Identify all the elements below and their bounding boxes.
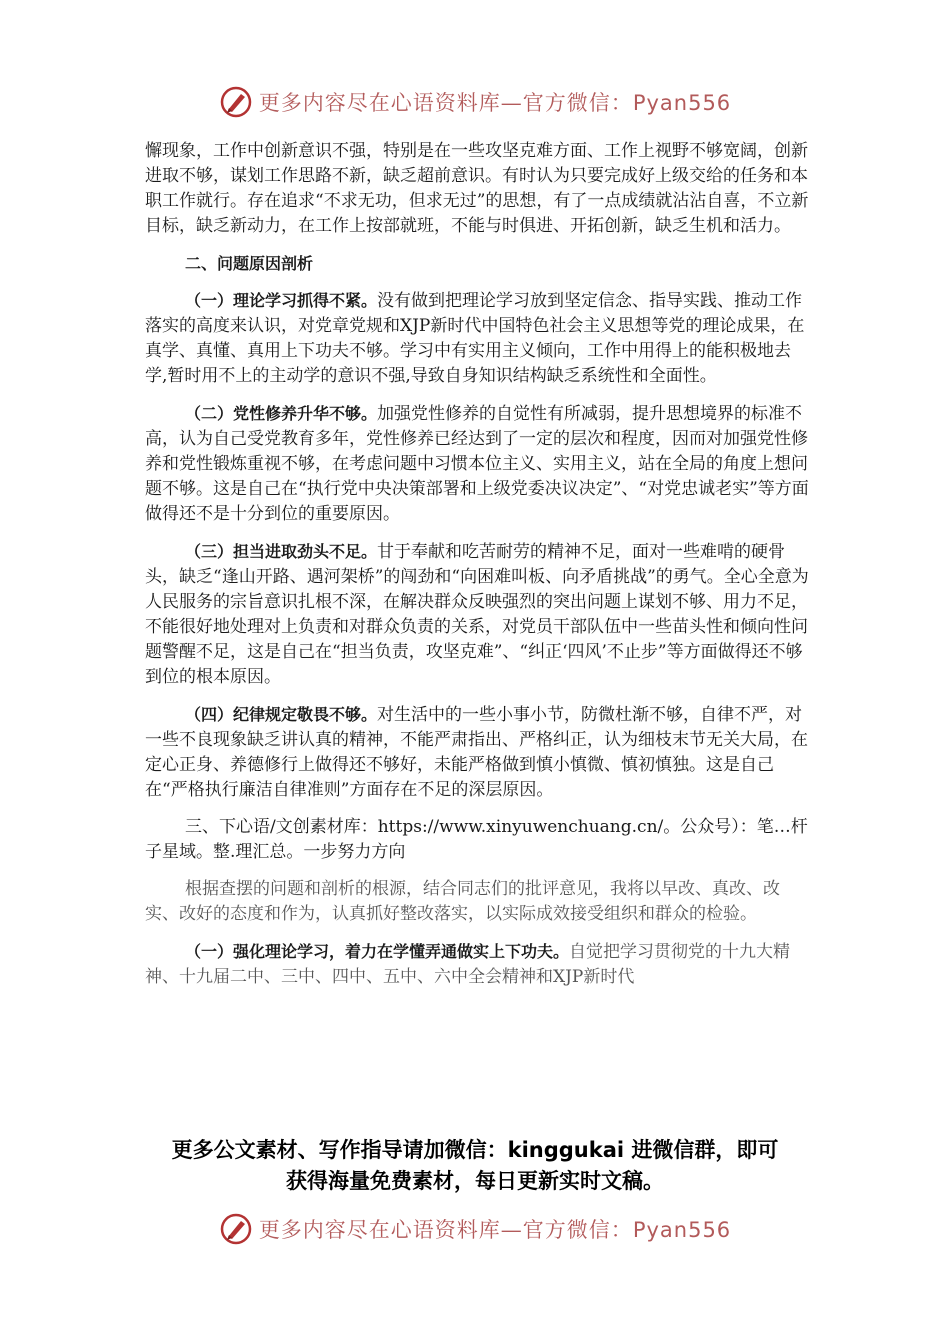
section-4: [145, 702, 813, 803]
heading-cause-analysis: 二、问题原因剖析: [185, 254, 314, 273]
document-body: [145, 139, 813, 990]
target-1: [145, 939, 813, 990]
paragraph-intro: 懈现象，工作中创新意识不强，特别是在一些攻坚克难方面、工作上视野不够宽阔，创新进取不够，谋划工作思路不新，缺乏超前意识。有时认为只要完成好上级交给的任务和本职工作就行。存在追求“不求无功，但求无过”的思想，有了一点成绩就沾沾自喜，不立新目标，缺乏新动力，在工作上按部就班，不能与时俱进、开拓创新，缺乏生机和活力。: [145, 141, 809, 236]
promo-line-1: 更多公文素材、写作指导请加微信：kinggukai 进微信群，即可: [171, 1138, 779, 1162]
banner-text: 更多内容尽在心语资料库—官方微信：Pyan556: [258, 91, 732, 115]
pen-logo-icon: [219, 85, 253, 119]
target-1-body: 自觉把学习贯彻党的十九大精神、十九届二中、三中、四中、五中、六中全会精神和XJP新时代: [145, 942, 791, 987]
paragraph-reform: 根据查摆的问题和剖析的根源，结合同志们的批评意见，我将以早改、真改、改实、改好的态度和作为，认真抓好整改落实，以实际成效接受组织和群众的检验。: [145, 879, 780, 924]
promo-line-2: 获得海量免费素材，每日更新实时文稿。: [286, 1169, 664, 1193]
banner-text: 更多内容尽在心语资料库—官方微信：Pyan556: [258, 1218, 732, 1242]
section-2: [145, 401, 813, 527]
header-banner: [0, 80, 950, 124]
section-3-body: 甘于奉献和吃苦耐劳的精神不足，面对一些难啃的硬骨头，缺乏“逢山开路、遇河架桥”的闯劲和“向困难叫板、向矛盾挑战”的勇气。全心全意为人民服务的宗旨意识扎根不深，在解决群众反映强烈的突出问题上谋划不够、用力不足，不能很好地处理对上负责和对群众负责的关系，对党员干部队伍中一些苗头性和倾向性问题警醒不足，这是自己在“担当负责，攻坚克难”、“纠正‘四风’不止步”等方面做得还不够到位的根本原因。: [145, 542, 809, 687]
section-2-title: （二）党性修养升华不够。: [185, 404, 378, 423]
section-4-title: （四）纪律规定敬畏不够。: [185, 705, 378, 724]
footer-banner: [0, 1207, 950, 1251]
section-2-body: 加强党性修养的自觉性有所减弱，提升思想境界的标准不高，认为自己受党教育多年，党性修养已经达到了一定的层次和程度，因而对加强党性修养和党性锻炼重视不够，在考虑问题中习惯本位主义、实用主义，站在全局的角度上想问题不够。这是自己在“执行党中央决策部署和上级党委决议决定”、“对党忠诚老实”等方面做得还不是十分到位的重要原因。: [145, 404, 809, 524]
section-1-title: （一）理论学习抓得不紧。: [185, 291, 378, 310]
section-3-title: （三）担当进取劲头不足。: [185, 542, 378, 561]
promo-overlay: [140, 1135, 810, 1197]
pen-logo-icon: [219, 1212, 253, 1246]
target-1-title: （一）强化理论学习，着力在学懂弄通做实上下功夫。: [185, 942, 570, 961]
section-1: [145, 288, 813, 389]
section-3: [145, 539, 813, 690]
heading-direction: 三、下心语/文创素材库：https://www.xinyuwenchuang.cn/。公众号）：笔…杆子星域。整.理汇总。一步努力方向: [145, 817, 808, 862]
section-4-body: 对生活中的一些小事小节，防微杜渐不够，自律不严，对一些不良现象缺乏讲认真的精神，不能严肃指出、严格纠正，认为细枝末节无关大局，在定心正身、养德修行上做得还不够好，未能严格做到慎小慎微、慎初慎独。这是自己在“严格执行廉洁自律准则”方面存在不足的深层原因。: [145, 705, 808, 800]
section-1-body: 没有做到把理论学习放到坚定信念、指导实践、推动工作落实的高度来认识，对党章党规和XJP新时代中国特色社会主义思想等党的理论成果，在真学、真懂、真用上下功夫不够。学习中有实用主义倾向，工作中用得上的能积极地去学,暂时用不上的主动学的意识不强,导致自身知识结构缺乏系统性和全面性。: [145, 291, 805, 386]
